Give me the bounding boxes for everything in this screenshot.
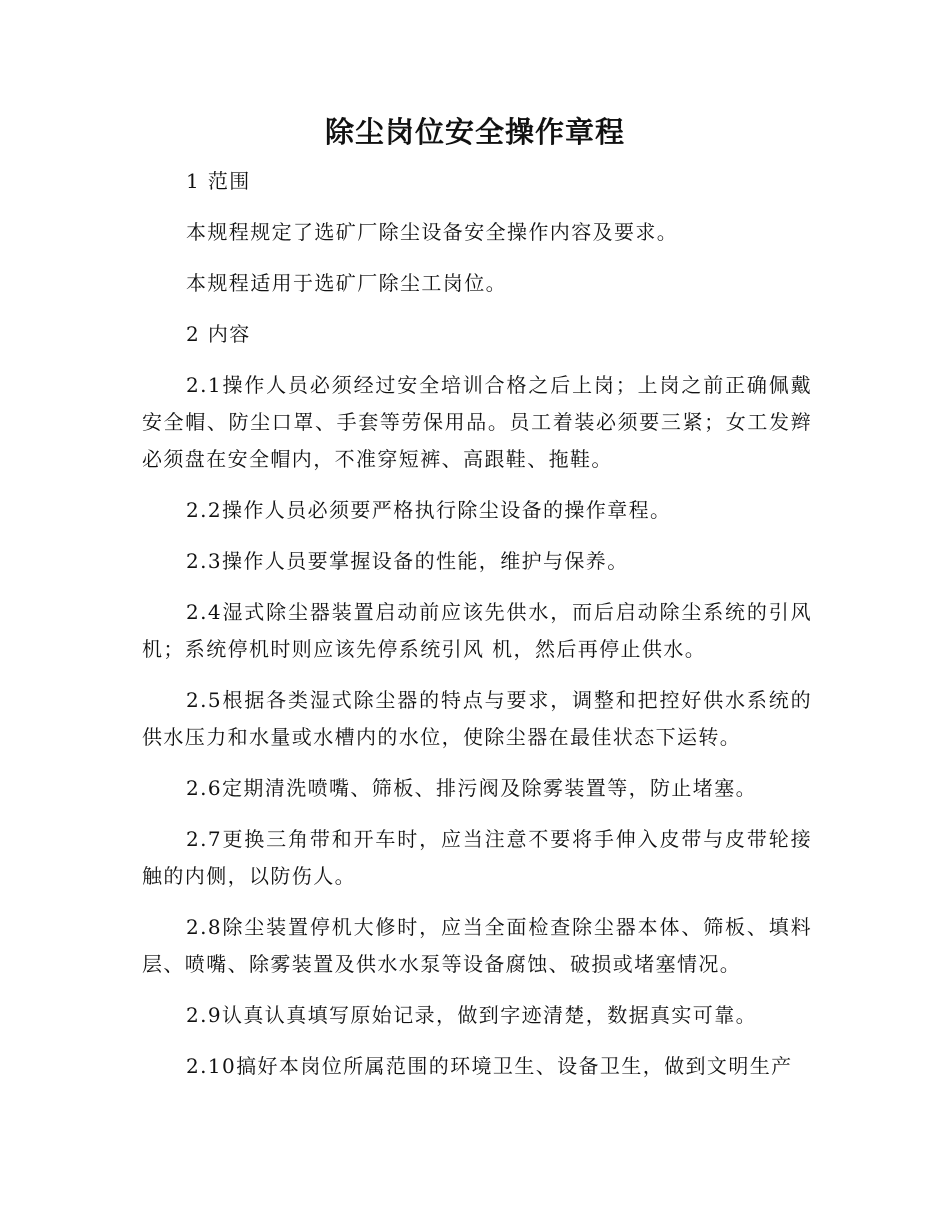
clause-2-4: 2.4湿式除尘器装置启动前应该先供水，而后启动除尘系统的引风机；系统停机时则应该先停系统引风 机，然后再停止供水。	[142, 600, 812, 661]
section-heading-content: 2 内容	[186, 322, 251, 346]
clause-2-7: 2.7更换三角带和开车时，应当注意不要将手伸入皮带与皮带轮接触的内侧，以防伤人。	[142, 827, 812, 888]
clause-2-9: 2.9认真认真填写原始记录，做到字迹清楚，数据真实可靠。	[186, 1003, 758, 1027]
paragraph: 本规程规定了选矿厂除尘设备安全操作内容及要求。	[186, 220, 679, 244]
clause-2-10: 2.10搞好本岗位所属范围的环境卫生、设备卫生，做到文明生产	[186, 1054, 793, 1078]
clause-2-8: 2.8除尘装置停机大修时，应当全面检查除尘器本体、筛板、填料层、喷嘴、除雾装置及供水水泵等设备腐蚀、破损或堵塞情况。	[142, 915, 812, 976]
clause-2-2: 2.2操作人员必须要严格执行除尘设备的操作章程。	[186, 498, 672, 522]
clause-2-3: 2.3操作人员要掌握设备的性能，维护与保养。	[186, 549, 629, 573]
clause-2-1: 2.1操作人员必须经过安全培训合格之后上岗；上岗之前正确佩戴安全帽、防尘口罩、手套等劳保用品。员工着装必须要三紧；女工发辫必须盘在安全帽内，不准穿短裤、高跟鞋、拖鞋。	[142, 373, 812, 471]
paragraph: 本规程适用于选矿厂除尘工岗位。	[186, 271, 507, 295]
clause-2-6: 2.6定期清洗喷嘴、筛板、排污阀及除雾装置等，防止堵塞。	[186, 776, 758, 800]
document-title: 除尘岗位安全操作章程	[324, 115, 625, 149]
clause-2-5: 2.5根据各类湿式除尘器的特点与要求，调整和把控好供水系统的供水压力和水量或水槽内的水位，使除尘器在最佳状态下运转。	[142, 688, 812, 749]
document-body	[142, 163, 812, 1099]
section-heading-scope: 1 范围	[186, 169, 251, 193]
